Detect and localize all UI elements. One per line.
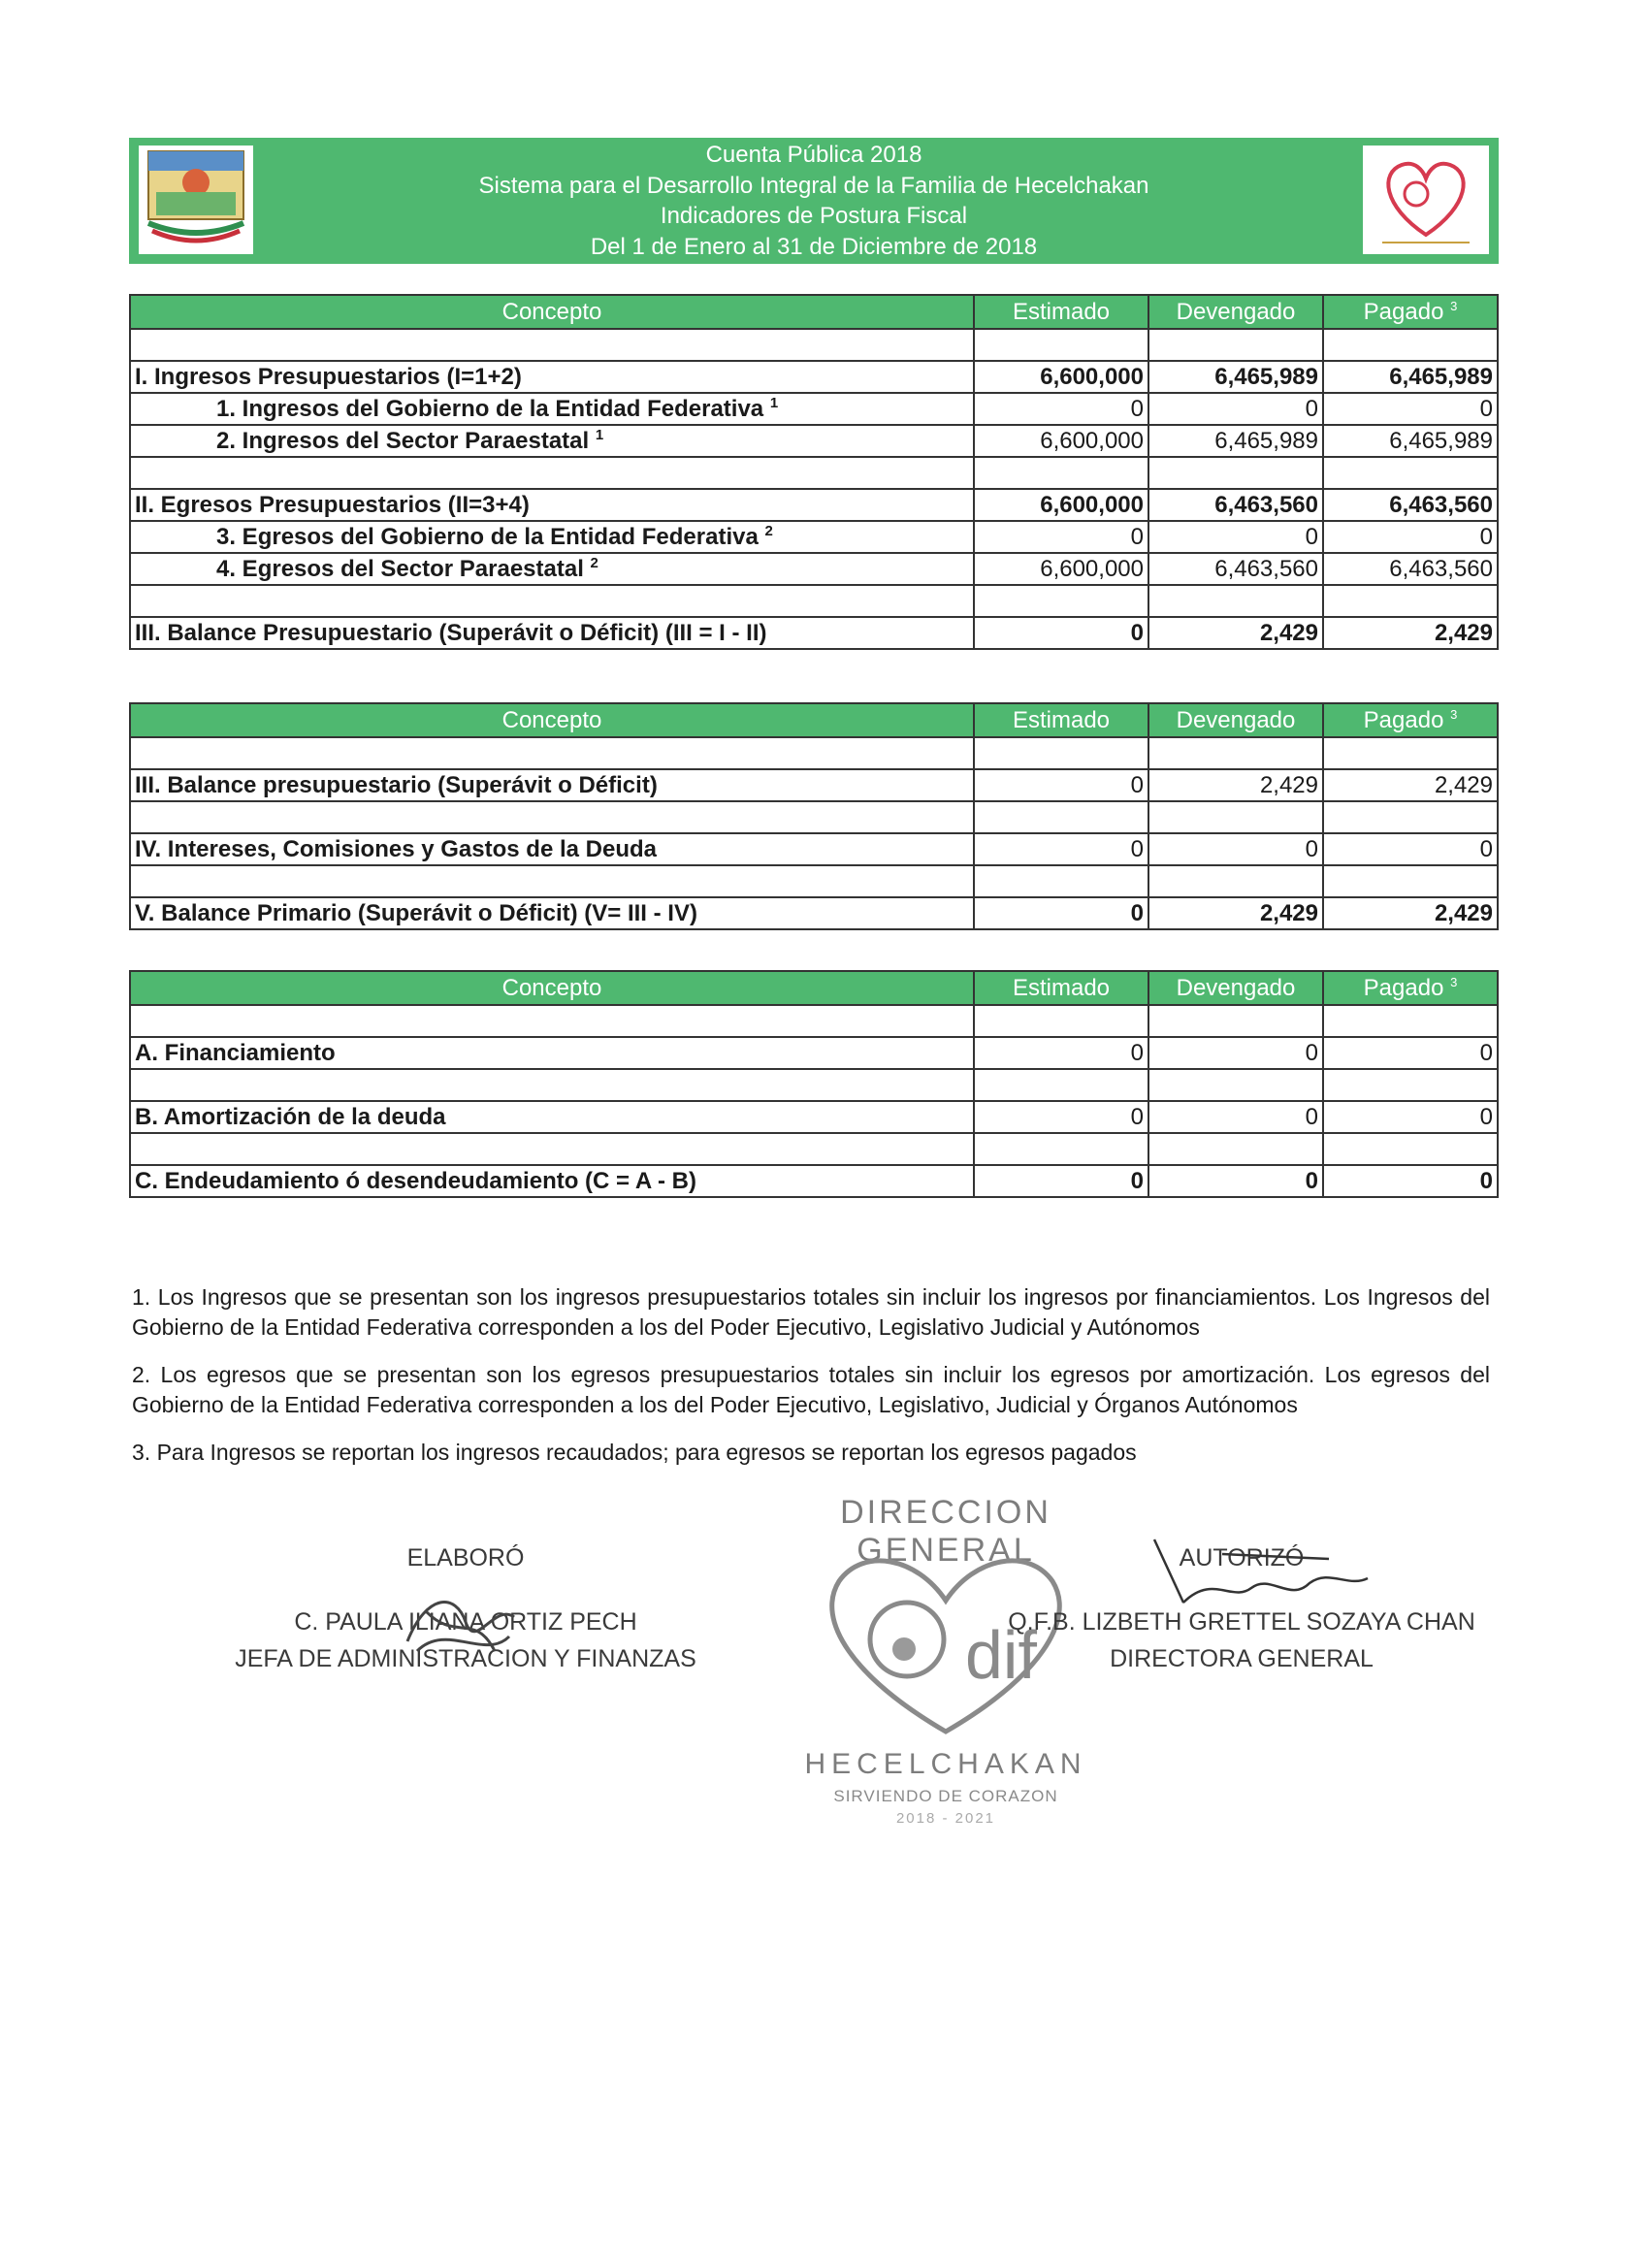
row-label: 4. Egresos del Sector Paraestatal $^2$ [130, 553, 974, 585]
value-pagado: 6,465,989 [1323, 361, 1498, 393]
signature-block-autorizo [980, 1544, 1504, 1677]
blank-row [130, 1005, 1498, 1037]
col-estimado: Estimado [974, 703, 1148, 737]
header-line-3: Indicadores de Postura Fiscal [660, 203, 968, 229]
value-pagado: 0 [1323, 833, 1498, 865]
svg-text:dif: dif [965, 1617, 1037, 1693]
value-estimado: 0 [974, 393, 1148, 425]
value-estimado: 0 [974, 769, 1148, 801]
signer-name: C. PAULA ILIANA ORTIZ PECH [294, 1608, 637, 1636]
blank-row [130, 585, 1498, 617]
col-pagado: Pagado $^3$ [1323, 295, 1498, 329]
value-estimado: 6,600,000 [974, 553, 1148, 585]
row-label: II. Egresos Presupuestarios (II=3+4) [130, 489, 974, 521]
row-label: 3. Egresos del Gobierno de la Entidad Federativa $^2$ [130, 521, 974, 553]
col-concepto: Concepto [130, 295, 974, 329]
value-pagado: 6,463,560 [1323, 553, 1498, 585]
value-estimado: 0 [974, 521, 1148, 553]
table-header-row [130, 971, 1498, 1005]
blank-row [130, 457, 1498, 489]
header-line-4: Del 1 de Enero al 31 de Diciembre de 2018 [590, 233, 1038, 260]
row-label: B. Amortización de la deuda [130, 1101, 974, 1133]
table-row [130, 521, 1498, 553]
value-devengado: 2,429 [1148, 897, 1323, 929]
table-row [130, 553, 1498, 585]
value-devengado: 0 [1148, 833, 1323, 865]
signature-role: AUTORIZÓ [1179, 1544, 1305, 1571]
footnote-3: 3. Para Ingresos se reportan los ingresos recaudados; para egresos se reportan los egresos pagados [132, 1440, 1137, 1465]
value-pagado: 0 [1323, 393, 1498, 425]
value-estimado: 6,600,000 [974, 489, 1148, 521]
value-devengado: 6,463,560 [1148, 553, 1323, 585]
header-line-2: Sistema para el Desarrollo Integral de la Familia de Hecelchakan [478, 172, 1149, 199]
footnotes [132, 1282, 1490, 1485]
table-row [130, 833, 1498, 865]
table-row [130, 393, 1498, 425]
table-row [130, 1165, 1498, 1197]
row-label: III. Balance Presupuestario (Superávit o Déficit) (III = I - II) [130, 617, 974, 649]
value-estimado: 0 [974, 833, 1148, 865]
blank-row [130, 329, 1498, 361]
stamp-motto: SIRVIENDO DE CORAZON [833, 1787, 1058, 1805]
row-label: III. Balance presupuestario (Superávit o Déficit) [130, 769, 974, 801]
stamp-name: HECELCHAKAN [804, 1748, 1087, 1780]
table-row [130, 361, 1498, 393]
handwritten-signature-icon [1125, 1535, 1377, 1641]
header-line-1: Cuenta Pública 2018 [705, 142, 922, 168]
value-pagado: 0 [1323, 1165, 1498, 1197]
value-estimado: 0 [974, 617, 1148, 649]
municipal-coat-of-arms-logo [139, 146, 253, 254]
signer-title: DIRECTORA GENERAL [1110, 1645, 1374, 1672]
signature-role: ELABORÓ [406, 1544, 525, 1571]
col-devengado: Devengado [1148, 295, 1323, 329]
table-header-row [130, 703, 1498, 737]
fiscal-table-balance [129, 702, 1499, 930]
value-devengado: 2,429 [1148, 769, 1323, 801]
blank-row [130, 1069, 1498, 1101]
value-estimado: 0 [974, 1165, 1148, 1197]
blank-row [130, 865, 1498, 897]
value-pagado: 6,465,989 [1323, 425, 1498, 457]
col-concepto: Concepto [130, 971, 974, 1005]
value-estimado: 0 [974, 897, 1148, 929]
row-label: 2. Ingresos del Sector Paraestatal $^1$ [130, 425, 974, 457]
value-devengado: 0 [1148, 521, 1323, 553]
footnote-2: 2. Los egresos que se presentan son los egresos presupuestarios totales sin incluir los egresos por amortización. Los egresos del Gobierno de la Entidad Federativa corresponden a los del Poder Ejecutivo, Legislativo, Judicial y Órganos Autónomos [132, 1362, 1490, 1417]
table-row [130, 489, 1498, 521]
col-estimado: Estimado [974, 971, 1148, 1005]
blank-row [130, 737, 1498, 769]
row-label: V. Balance Primario (Superávit o Déficit) (V= III - IV) [130, 897, 974, 929]
report-header [129, 138, 1499, 264]
col-devengado: Devengado [1148, 703, 1323, 737]
value-devengado: 6,465,989 [1148, 361, 1323, 393]
fiscal-table-deuda [129, 970, 1499, 1198]
value-devengado: 6,463,560 [1148, 489, 1323, 521]
col-pagado: Pagado $^3$ [1323, 703, 1498, 737]
fiscal-table-ingresos-egresos [129, 294, 1499, 650]
col-pagado: Pagado $^3$ [1323, 971, 1498, 1005]
table-row [130, 1101, 1498, 1133]
stamp-years: 2018 - 2021 [895, 1810, 996, 1827]
dif-logo [1363, 146, 1489, 254]
value-devengado: 0 [1148, 1165, 1323, 1197]
value-estimado: 6,600,000 [974, 361, 1148, 393]
value-estimado: 6,600,000 [974, 425, 1148, 457]
footnote-1: 1. Los Ingresos que se presentan son los ingresos presupuestarios totales sin incluir los ingresos por financiamientos. Los Ingresos del Gobierno de la Entidad Federativa corresponden a los del Poder Ejecutivo, Legislativo Judicial y Autónomos [132, 1284, 1490, 1340]
row-label: A. Financiamiento [130, 1037, 974, 1069]
table-row [130, 425, 1498, 457]
value-pagado: 6,463,560 [1323, 489, 1498, 521]
value-pagado: 2,429 [1323, 769, 1498, 801]
value-pagado: 0 [1323, 521, 1498, 553]
value-devengado: 6,465,989 [1148, 425, 1323, 457]
value-devengado: 2,429 [1148, 617, 1323, 649]
row-label: IV. Intereses, Comisiones y Gastos de la Deuda [130, 833, 974, 865]
signer-name: Q.F.B. LIZBETH GRETTEL SOZAYA CHAN [1008, 1608, 1475, 1636]
value-devengado: 0 [1148, 1101, 1323, 1133]
blank-row [130, 1133, 1498, 1165]
col-estimado: Estimado [974, 295, 1148, 329]
value-pagado: 0 [1323, 1101, 1498, 1133]
signature-block-elaboro [213, 1544, 718, 1677]
stamp-heading: DIRECCION GENERAL [840, 1494, 1051, 1569]
col-concepto: Concepto [130, 703, 974, 737]
value-estimado: 0 [974, 1037, 1148, 1069]
table-row [130, 769, 1498, 801]
value-pagado: 2,429 [1323, 897, 1498, 929]
table-row [130, 617, 1498, 649]
value-pagado: 2,429 [1323, 617, 1498, 649]
value-pagado: 0 [1323, 1037, 1498, 1069]
handwritten-signature-icon [398, 1583, 524, 1670]
row-label: I. Ingresos Presupuestarios (I=1+2) [130, 361, 974, 393]
blank-row [130, 801, 1498, 833]
row-label: C. Endeudamiento ó desendeudamiento (C = A - B) [130, 1165, 974, 1197]
value-devengado: 0 [1148, 1037, 1323, 1069]
table-header-row [130, 295, 1498, 329]
row-label: 1. Ingresos del Gobierno de la Entidad Federativa $^1$ [130, 393, 974, 425]
table-row [130, 897, 1498, 929]
signer-title: JEFA DE ADMINISTRACION Y FINANZAS [235, 1645, 696, 1672]
value-estimado: 0 [974, 1101, 1148, 1133]
value-devengado: 0 [1148, 393, 1323, 425]
col-devengado: Devengado [1148, 971, 1323, 1005]
table-row [130, 1037, 1498, 1069]
header-title-block [275, 138, 1353, 264]
